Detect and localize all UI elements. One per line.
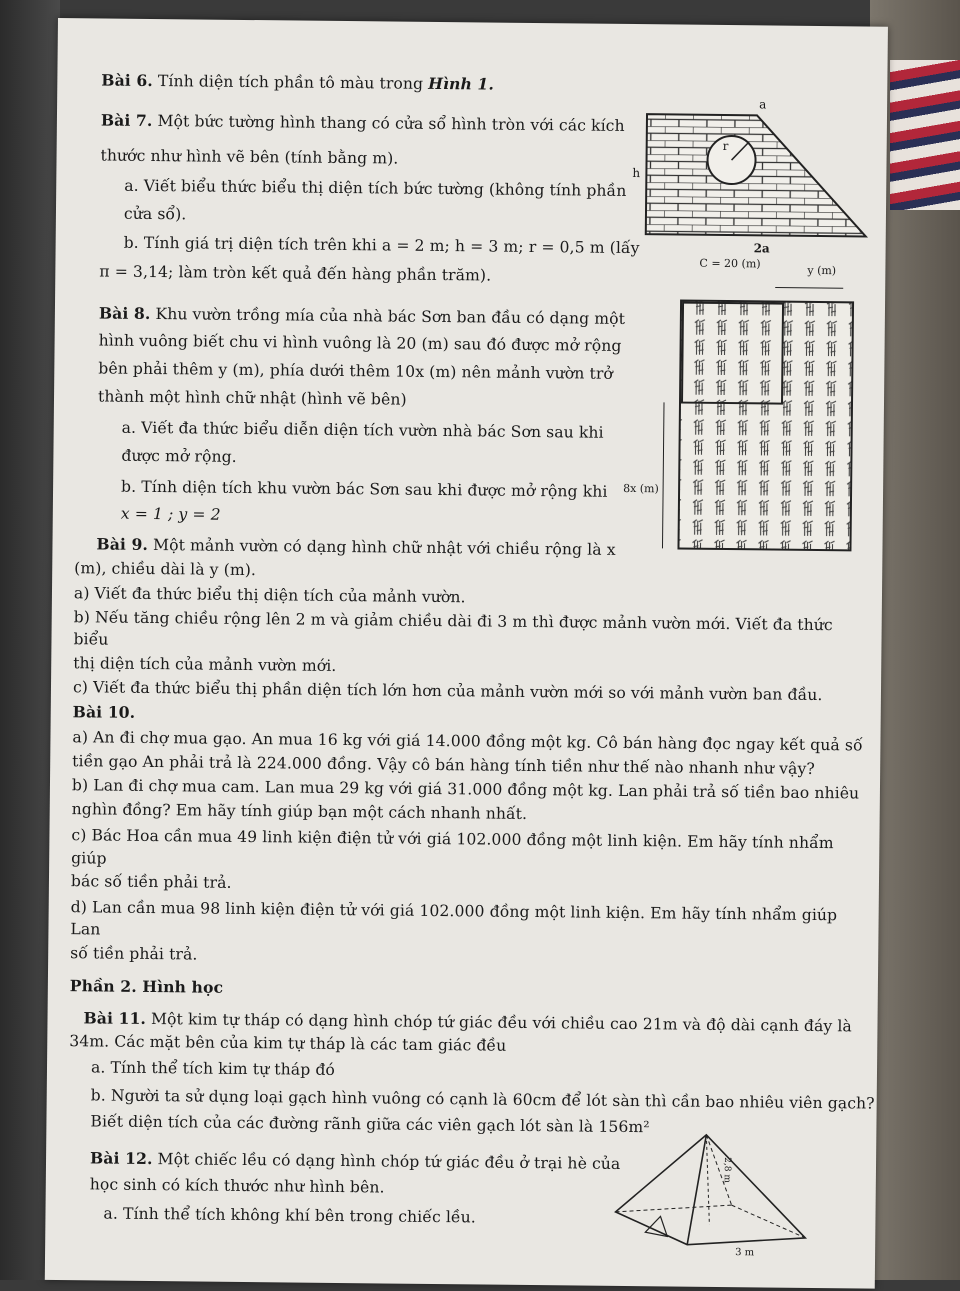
garden-label-y: y (m) (807, 263, 837, 278)
wall-label-2a: 2a (753, 241, 770, 256)
line-b7d: cửa sổ). (123, 204, 187, 224)
line-b10b: tiền gạo An phải trả là 224.000 đồng. Vậy cô bán hàng tính tiền như thế nào nhanh như vậy? (72, 752, 815, 778)
line-b10g: bác số tiền phải trả. (70, 872, 232, 892)
tent-figure (605, 1124, 847, 1287)
line-b10i: Lan (70, 920, 101, 939)
x-dimension-line (662, 402, 664, 548)
line-b8c: bên phải thêm y (m), phía dưới thêm 10x (m) nên mảnh vườn trở (98, 359, 614, 383)
line-b9e: biểu (73, 630, 109, 649)
wall-label-h: h (632, 166, 641, 181)
line-b8g: b. Tính diện tích khu vườn bác Sơn sau khi được mở rộng khi (121, 477, 608, 501)
line-b11e: Biết diện tích của các đường rãnh giữa các viên gạch lót sàn là 156m² (90, 1112, 650, 1137)
line-b6: Bài 6. Tính diện tích phần tô màu trong Hình 1. (101, 70, 495, 94)
line-b10f: giúp (71, 849, 107, 868)
line-b12c: a. Tính thể tích không khí bên trong chiếc lều. (103, 1204, 476, 1227)
line-b10c: b) Lan đi chợ mua cam. Lan mua 29 kg với giá 31.000 đồng một kg. Lan phải trả số tiền bao nhiêu (71, 776, 860, 803)
line-b8a: Bài 8. Khu vườn trồng mía của nhà bác Sơn ban đầu có dạng một (98, 303, 626, 328)
worksheet-page (45, 18, 888, 1289)
tent-back-base-right (731, 1205, 805, 1238)
line-b8b: hình vuông biết chu vi hình vuông là 20 (m) sau đó được mở rộng (98, 331, 622, 355)
line-b10: Bài 10. (72, 702, 136, 722)
tent-label-height: 2,8 m (721, 1157, 732, 1183)
line-b9a: Bài 9. Một mảnh vườn có dạng hình chữ nhật với chiều rộng là x (96, 534, 616, 559)
line-b12a: Bài 12. Một chiếc lều có dạng hình chóp tứ giác đều ở trại hè của (89, 1148, 621, 1173)
garden-label-perimeter: C = 20 (m) (699, 256, 761, 271)
line-b10e: c) Bác Hoa cần mua 49 linh kiện điện tử với giá 102.000 đồng một linh kiện. Em hãy tính nhẩm (71, 826, 834, 853)
y-dimension-line (775, 288, 843, 289)
line-b10d: nghìn đồng? Em hãy tính giúp bạn một cách nhanh nhất. (71, 800, 528, 823)
wall-trapezoid (646, 114, 867, 236)
tent-faces (615, 1134, 806, 1246)
line-b7c: a. Viết biểu thức biểu thị diện tích bức tường (không tính phần (124, 176, 627, 200)
tent-height-line (705, 1135, 710, 1225)
line-b9g: c) Viết đa thức biểu thị phần diện tích lớn hơn của mảnh vườn mới so với mảnh vườn ban đầu. (72, 678, 823, 705)
tent-front-edge (687, 1135, 706, 1245)
tent-label-base: 3 m (735, 1247, 755, 1259)
line-b9d: b) Nếu tăng chiều rộng lên 2 m và giảm chiều dài đi 3 m thì được mảnh vườn mới. Viết đa thức (73, 608, 833, 635)
line-b10a: a) An đi chợ mua gạo. An mua 16 kg với giá 14.000 đồng một kg. Cô bán hàng đọc ngay kết quả số (72, 728, 863, 755)
line-b7a: Bài 7. Một bức tường hình thang có cửa sổ hình tròn với các kích (100, 110, 625, 135)
line-part2: Phần 2. Hình học (69, 976, 224, 997)
garden-diagram (622, 256, 865, 558)
line-b7f: π = 3,14; làm tròn kết quả đến hàng phần trăm). (99, 262, 492, 285)
line-b10h: d) Lan cần mua 98 linh kiện điện tử với giá 102.000 đồng một linh kiện. Em hãy tính nhẩm giúp (70, 898, 838, 925)
line-b9c: a) Viết đa thức biểu thị diện tích của mảnh vườn. (73, 584, 466, 607)
line-b10j: số tiền phải trả. (70, 944, 198, 964)
wall-label-a: a (759, 97, 767, 112)
striped-fabric (890, 60, 960, 210)
line-b8h: x = 1 ; y = 2 (120, 504, 221, 524)
line-b11d: b. Người ta sử dụng loại gạch hình vuông có cạnh là 60cm để lót sàn thì cần bao nhiêu viên gạch? (90, 1086, 875, 1113)
wall-label-r: r (722, 138, 729, 154)
garden-label-8x: 8x (m) (623, 481, 659, 496)
line-b9b: (m), chiều dài là y (m). (74, 559, 257, 580)
tent-pyramid-diagram (605, 1124, 847, 1287)
tent-back-base (616, 1204, 732, 1213)
line-b11c: a. Tính thể tích kim tự tháp đó (90, 1058, 336, 1079)
line-b8d: thành một hình chữ nhật (hình vẽ bên) (97, 387, 407, 409)
line-b8f: được mở rộng. (121, 446, 237, 466)
line-b11a: Bài 11. Một kim tự tháp có dạng hình chóp tứ giác đều với chiều cao 21m và độ dài cạnh đáy là (83, 1008, 852, 1036)
line-b7e: b. Tính giá trị diện tích trên khi a = 2 m; h = 3 m; r = 0,5 m (lấy (123, 233, 640, 258)
wall-figure (632, 84, 877, 277)
line-b9f: thị diện tích của mảnh vườn mới. (73, 654, 337, 675)
line-b11b: 34m. Các mặt bên của kim tự tháp là các tam giác đều (69, 1032, 507, 1055)
garden-figure (622, 256, 865, 558)
line-b12b: học sinh có kích thước như hình bên. (89, 1175, 385, 1197)
line-b8e: a. Viết đa thức biểu diễn diện tích vườn nhà bác Sơn sau khi (121, 418, 604, 442)
line-b7b: thước như hình vẽ bên (tính bằng m). (100, 146, 399, 168)
garden-rectangle (678, 301, 853, 551)
